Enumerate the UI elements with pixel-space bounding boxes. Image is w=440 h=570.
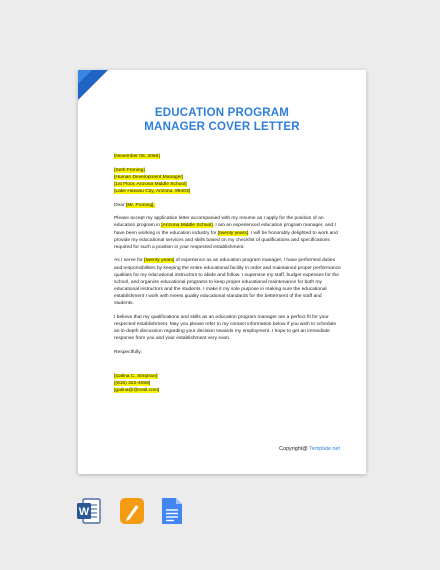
salutation-name: [Mr. Froning], — [125, 202, 155, 208]
app-icons — [0, 497, 440, 525]
recipient-name: [Seth Froning] — [114, 167, 145, 173]
template-brand-link[interactable]: Template.net — [309, 446, 340, 452]
pages-icon[interactable] — [119, 497, 143, 525]
paragraph-2 — [114, 257, 342, 307]
recipient-block — [114, 167, 342, 195]
sender-block — [114, 373, 342, 394]
recipient-role: [Human Development Manager] — [114, 174, 184, 180]
copyright-text: Copyright@ — [279, 446, 310, 452]
word-icon[interactable] — [76, 497, 100, 525]
sender-email: [galina@@mail.com] — [114, 387, 160, 393]
document-title — [78, 106, 366, 134]
p1-text-a: Please accept my application letter accompanied with my resume as I apply for the position of an education program in — [114, 216, 324, 229]
google-docs-icon[interactable] — [161, 497, 185, 525]
recipient-address-2: [Lake Havasu City, Arizona, 86403] — [114, 188, 191, 194]
paragraph-1 — [114, 215, 342, 250]
letter-body — [114, 153, 342, 401]
p2-text-c: of experience as an education program manager, I have performed duties and responsibilities by keeping the entire educational facility in order and maintained proper performance qualities for my educational instructors to abide and follow. I supervise my staff, budget expenses for the school, and organize educational programs to keep proper educational maintenance for both my educational instructors and the students. I make it my sole purpose in making sure the educational establishment I work with meets quality educational standards for the betterment of the staff and students. — [114, 258, 341, 306]
title-line-1: EDUCATION PROGRAM — [154, 107, 290, 119]
p2-years: [twenty years] — [144, 258, 175, 264]
svg-text:W: W — [78, 506, 90, 518]
sender-name: [Galina C. Simpson] — [114, 373, 158, 379]
salutation — [114, 202, 342, 209]
footer-copyright — [279, 446, 340, 452]
sender-phone: [(815) 322-4058] — [114, 380, 151, 386]
paragraph-3: I believe that my qualifications and skills as an education program manager are a perfect fit for your respected establishment. May you please refer to my contact information below if you wish to schedule an in-depth discussion regarding your decision towards my employment. I hope to get an immediate response from you and your establishment very soon. — [114, 314, 337, 341]
document-page — [78, 70, 366, 474]
closing: Respectfully, — [114, 349, 142, 355]
p1-school: [Arizona Middle School] — [161, 223, 213, 229]
p1-text-c: . I am an experienced education program manager, and I have been working in the education industry for — [114, 223, 336, 236]
letter-date: [November 05, 2065] — [114, 154, 160, 159]
p1-text-e: . I will be honorably delighted to work and provide my educational services and skills based on my checklist of qualifications and specifications required for such a position in your respected establishment. — [114, 230, 338, 250]
p1-years: [twenty years] — [217, 230, 249, 236]
corner-accent-light — [78, 70, 92, 84]
recipient-address-1: [1st Floor, Arizona Middle School] — [114, 181, 187, 187]
title-line-2: MANAGER COVER LETTER — [144, 121, 300, 133]
p2-text-a: As I serve for — [114, 258, 145, 264]
salutation-prefix: Dear — [114, 202, 126, 208]
